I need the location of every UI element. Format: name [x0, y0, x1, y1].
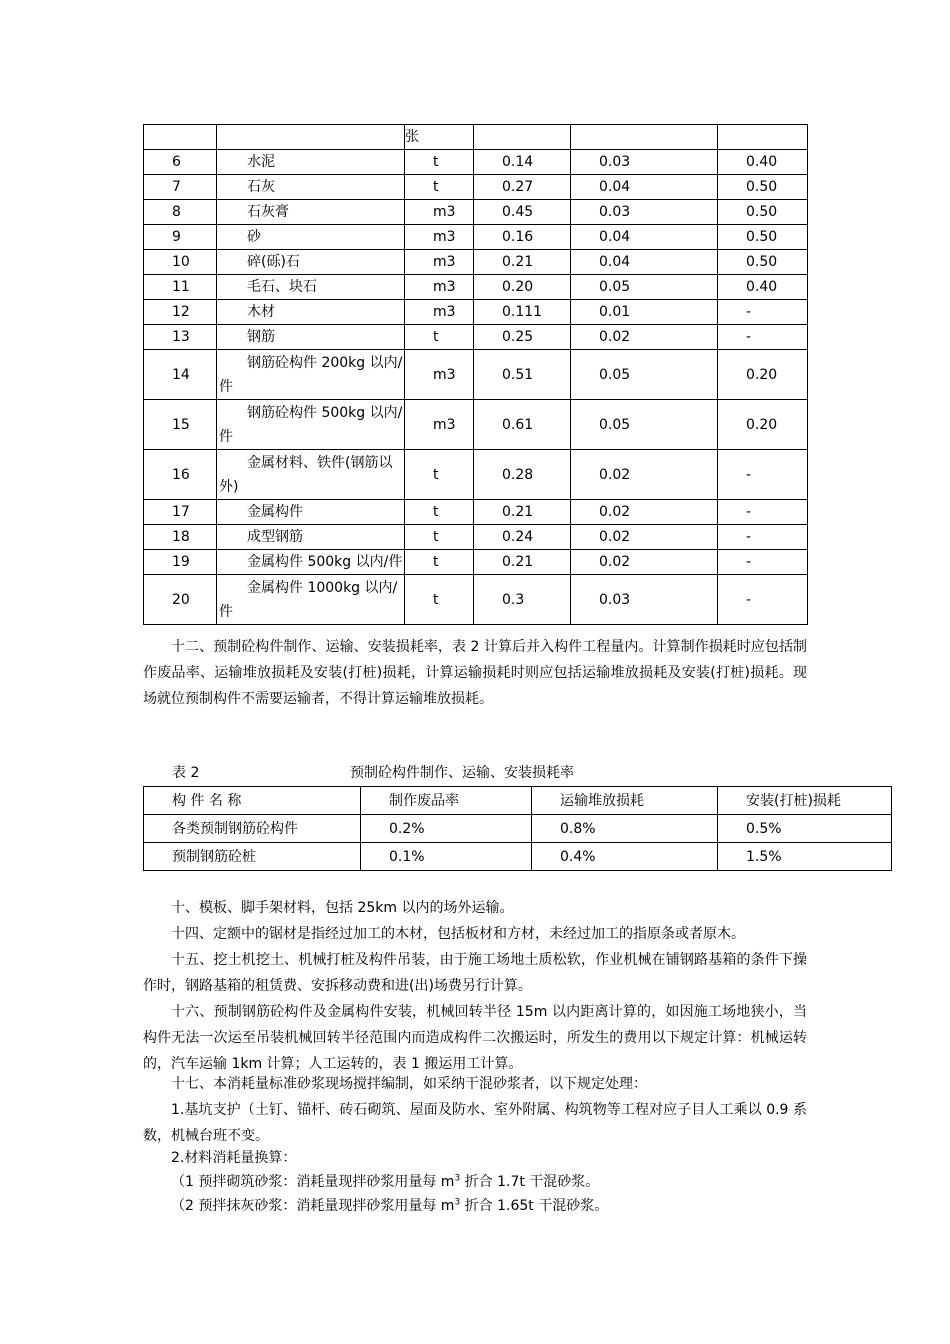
cell-value: 0.05 — [571, 275, 718, 300]
superscript: 3 — [454, 1173, 461, 1184]
cell-value: 0.5% — [718, 815, 892, 843]
cell-value: 0.03 — [571, 575, 718, 625]
cell-value: 0.03 — [571, 150, 718, 175]
cell-name-line: 成型钢筋 — [247, 529, 303, 545]
cell-value: - — [718, 300, 808, 325]
paragraph-17-item-1: 1.基坑支护（土钉、锚杆、砖石砌筑、屋面及防水、室外附属、构筑物等工程对应子目人工乘以 0.9 系数，机械台班不变。 — [143, 1102, 807, 1144]
cell-value: 0.21 — [474, 550, 571, 575]
cell-value: 0.03 — [571, 200, 718, 225]
cell-no: 19 — [144, 550, 217, 575]
table-row — [144, 815, 892, 843]
cell-name — [217, 275, 405, 300]
cell-value: 0.02 — [571, 500, 718, 525]
cell-unit: m3 — [405, 400, 474, 450]
cell-no: 10 — [144, 250, 217, 275]
cell-value: 0.21 — [474, 250, 571, 275]
cell-name-line: 石灰膏 — [247, 204, 289, 220]
cell-value: 0.27 — [474, 175, 571, 200]
material-loss-table — [143, 124, 808, 625]
cell-value: 0.05 — [571, 400, 718, 450]
table-header-row — [144, 787, 892, 815]
cell-value — [474, 125, 571, 150]
cell-value: 0.40 — [718, 275, 808, 300]
cell-value: 0.04 — [571, 250, 718, 275]
cell-value: 0.02 — [571, 550, 718, 575]
cell-value: 0.45 — [474, 200, 571, 225]
table-row — [144, 250, 808, 275]
cell-value: 0.04 — [571, 225, 718, 250]
cell-value: 0.21 — [474, 500, 571, 525]
paragraph-14: 十四、定额中的锯材是指经过加工的木材，包括板材和方材，未经过加工的指原条或者原木。 — [171, 926, 745, 942]
cell-name-line: 件 — [219, 603, 233, 620]
cell-value: 0.14 — [474, 150, 571, 175]
cell-name-line: 木材 — [247, 304, 275, 320]
paragraph-12: 十二、预制砼构件制作、运输、安装损耗率，表 2 计算后并入构件工程量内。计算制作损耗时应包括制作废品率、运输堆放损耗及安装(打桩)损耗，计算运输损耗时则应包括运输堆放损耗及安装(打桩)损耗。现场就位预制构件不需要运输者，不得计算运输堆放损耗。 — [143, 639, 807, 707]
cell-unit: t — [405, 500, 474, 525]
cell-value: - — [718, 450, 808, 500]
cell-name-line: 钢筋 — [247, 329, 275, 345]
cell-name — [217, 325, 405, 350]
cell-unit: m3 — [405, 225, 474, 250]
cell-value: 0.50 — [718, 175, 808, 200]
cell-value: 0.02 — [571, 325, 718, 350]
material-loss-table-body — [144, 125, 808, 625]
cell-no: 12 — [144, 300, 217, 325]
cell-value: 0.25 — [474, 325, 571, 350]
table-row — [144, 843, 892, 871]
cell-value: 0.50 — [718, 250, 808, 275]
cell-no: 16 — [144, 450, 217, 500]
cell-no: 8 — [144, 200, 217, 225]
header-cell: 安装(打桩)损耗 — [718, 787, 892, 815]
paragraph-16: 十六、预制钢筋砼构件及金属构件安装，机械回转半径 15m 以内距离计算的，如因施工场地狭小，当构件无法一次运至吊装机械回转半径范围内而造成构件二次搬运时，所发生的费用以下规定计算：机械运转的，汽车运输 1km 计算；人工运转的，表 1 搬运用工计算。 — [143, 1004, 807, 1072]
cell-name-line: 水泥 — [247, 154, 275, 170]
superscript: 3 — [454, 1197, 461, 1208]
cell-no: 9 — [144, 225, 217, 250]
cell-value: 0.2% — [361, 815, 532, 843]
text-run: （1 预拌砌筑砂浆：消耗量现拌砂浆用量每 m — [171, 1174, 455, 1190]
table-row — [144, 275, 808, 300]
header-cell: 运输堆放损耗 — [532, 787, 718, 815]
table-row — [144, 525, 808, 550]
cell-value: 0.3 — [474, 575, 571, 625]
cell-no: 6 — [144, 150, 217, 175]
cell-value: 0.24 — [474, 525, 571, 550]
paragraph-17: 十七、本消耗量标准砂浆现场搅拌编制，如采纳干混砂浆者，以下规定处理： — [171, 1076, 647, 1092]
header-cell: 构 件 名 称 — [144, 787, 361, 815]
cell-value: 0.8% — [532, 815, 718, 843]
cell-name — [217, 200, 405, 225]
cell-name — [217, 250, 405, 275]
cell-value: - — [718, 500, 808, 525]
cell-value: 0.1% — [361, 843, 532, 871]
header-cell: 制作废品率 — [361, 787, 532, 815]
cell-value: - — [718, 325, 808, 350]
cell-name: 各类预制钢筋砼构件 — [144, 815, 361, 843]
table-row — [144, 350, 808, 400]
cell-name — [217, 400, 405, 450]
cell-value — [571, 125, 718, 150]
cell-unit: t — [405, 525, 474, 550]
cell-value: 0.04 — [571, 175, 718, 200]
cell-name-line: 件 — [219, 378, 233, 395]
cell-unit: m3 — [405, 200, 474, 225]
cell-name-line: 金属构件 500kg 以内/件 — [247, 554, 403, 570]
cell-value: 0.111 — [474, 300, 571, 325]
cell-name: 预制钢筋砼桩 — [144, 843, 361, 871]
table-row — [144, 150, 808, 175]
table-row — [144, 225, 808, 250]
cell-value: 0.50 — [718, 225, 808, 250]
table-row — [144, 300, 808, 325]
cell-name — [217, 350, 405, 400]
paragraph-17-item-2: 2.材料消耗量换算： — [171, 1150, 297, 1166]
cell-no: 14 — [144, 350, 217, 400]
cell-name-line: 钢筋砼构件 200kg 以内/ — [247, 354, 403, 371]
cell-value: 0.20 — [718, 400, 808, 450]
cell-name-line: 件 — [219, 428, 233, 445]
cell-name — [217, 175, 405, 200]
cell-no: 18 — [144, 525, 217, 550]
cell-value: 1.5% — [718, 843, 892, 871]
cell-name — [217, 225, 405, 250]
cell-value: 0.61 — [474, 400, 571, 450]
cell-value — [718, 125, 808, 150]
cell-value: - — [718, 550, 808, 575]
table-row — [144, 125, 808, 150]
precast-loss-table — [143, 786, 892, 871]
cell-no: 17 — [144, 500, 217, 525]
paragraph-10: 十、模板、脚手架材料，包括 25km 以内的场外运输。 — [171, 900, 514, 916]
cell-unit: m3 — [405, 300, 474, 325]
cell-no: 15 — [144, 400, 217, 450]
paragraph-17-item-2-1 — [171, 1169, 811, 1195]
cell-unit: t — [405, 150, 474, 175]
cell-value: 0.50 — [718, 200, 808, 225]
cell-name-line: 钢筋砼构件 500kg 以内/ — [247, 404, 403, 421]
table-row — [144, 500, 808, 525]
cell-no: 20 — [144, 575, 217, 625]
paragraph-17-item-2-2 — [171, 1193, 811, 1219]
cell-no — [144, 125, 217, 150]
cell-value: 0.16 — [474, 225, 571, 250]
cell-unit: t — [405, 175, 474, 200]
cell-value: 0.51 — [474, 350, 571, 400]
cell-name — [217, 150, 405, 175]
cell-name-line: 金属构件 — [247, 504, 303, 520]
cell-unit: t — [405, 550, 474, 575]
text-run: 折合 1.65t 干混砂浆。 — [460, 1198, 609, 1214]
cell-name — [217, 500, 405, 525]
table-row — [144, 325, 808, 350]
cell-value: - — [718, 575, 808, 625]
cell-unit: 张 — [405, 125, 474, 150]
cell-unit: m3 — [405, 275, 474, 300]
table2-caption-label: 表 2 — [172, 765, 200, 781]
cell-value: 0.40 — [718, 150, 808, 175]
table2-caption-title: 预制砼构件制作、运输、安装损耗率 — [350, 765, 574, 781]
table-row — [144, 550, 808, 575]
cell-name-line: 砂 — [247, 229, 261, 245]
cell-name — [217, 525, 405, 550]
cell-name-line: 毛石、块石 — [247, 279, 317, 295]
cell-value: 0.05 — [571, 350, 718, 400]
table-row — [144, 450, 808, 500]
cell-name — [217, 125, 405, 150]
cell-value: 0.02 — [571, 525, 718, 550]
cell-value: 0.20 — [718, 350, 808, 400]
cell-name — [217, 300, 405, 325]
cell-value: 0.02 — [571, 450, 718, 500]
table-row — [144, 400, 808, 450]
cell-value: - — [718, 525, 808, 550]
precast-loss-table-body — [144, 787, 892, 871]
table-row — [144, 200, 808, 225]
cell-unit: t — [405, 450, 474, 500]
text-run: （2 预拌抹灰砂浆：消耗量现拌砂浆用量每 m — [171, 1198, 455, 1214]
cell-value: 0.20 — [474, 275, 571, 300]
cell-value: 0.4% — [532, 843, 718, 871]
table-row — [144, 575, 808, 625]
cell-no: 7 — [144, 175, 217, 200]
cell-unit: m3 — [405, 250, 474, 275]
cell-value: 0.28 — [474, 450, 571, 500]
cell-name — [217, 575, 405, 625]
cell-value: 0.01 — [571, 300, 718, 325]
cell-no: 13 — [144, 325, 217, 350]
cell-unit: t — [405, 325, 474, 350]
cell-name — [217, 550, 405, 575]
cell-name-line: 金属构件 1000kg 以内/ — [247, 579, 398, 596]
table-row — [144, 175, 808, 200]
text-run: 折合 1.7t 干混砂浆。 — [460, 1174, 600, 1190]
cell-name — [217, 450, 405, 500]
cell-unit: m3 — [405, 350, 474, 400]
paragraph-15: 十五、挖土机挖土、机械打桩及构件吊装，由于施工场地土质松软，作业机械在铺钢路基箱的条件下操作时，钢路基箱的租赁费、安拆移动费和进(出)场费另行计算。 — [143, 952, 807, 994]
cell-unit: t — [405, 575, 474, 625]
cell-no: 11 — [144, 275, 217, 300]
cell-name-line: 碎(砾)石 — [247, 254, 300, 270]
cell-name-line: 石灰 — [247, 179, 275, 195]
cell-name-line: 外) — [219, 478, 239, 495]
cell-name-line: 金属材料、铁件(钢筋以 — [247, 454, 393, 471]
